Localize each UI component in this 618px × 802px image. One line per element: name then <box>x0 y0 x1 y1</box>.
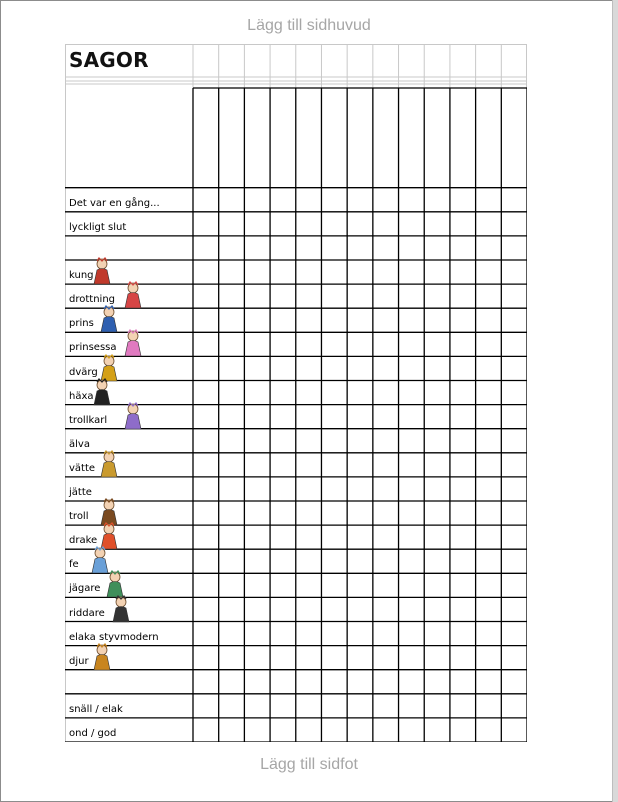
row-label: prins <box>69 318 94 330</box>
row-label: vätte <box>69 462 96 474</box>
row-label: trollkarl <box>69 414 108 426</box>
knight-icon <box>108 595 134 623</box>
row-label: drake <box>69 535 98 547</box>
row-label: älva <box>69 438 90 450</box>
elf-icon <box>96 450 122 478</box>
sheet-title: SAGOR <box>69 48 149 72</box>
row-label: riddare <box>69 607 105 619</box>
row-label: fe <box>69 559 79 571</box>
lion-icon <box>89 643 115 671</box>
row-label: drottning <box>69 294 116 306</box>
wizard-icon <box>120 402 146 430</box>
row-label: ond / god <box>69 728 117 739</box>
row-label: lyckligt slut <box>69 221 127 233</box>
vertical-scrollbar[interactable] <box>612 0 618 802</box>
row-label: snäll / elak <box>69 703 123 715</box>
row-label: jätte <box>69 487 92 498</box>
row-label: elaka styvmodern <box>69 631 159 643</box>
row-label: jägare <box>69 583 101 595</box>
row-label: dvärg <box>69 366 98 378</box>
row-label: häxa <box>69 390 94 402</box>
king-icon <box>89 257 115 285</box>
row-label: Det var en gång... <box>69 197 160 209</box>
row-label: kung <box>69 270 94 282</box>
row-label: prinsessa <box>69 342 117 354</box>
add-header-placeholder[interactable]: Lägg till sidhuvud <box>247 17 371 34</box>
add-footer-placeholder[interactable]: Lägg till sidfot <box>260 756 358 773</box>
prince-icon <box>96 305 122 333</box>
princess-icon <box>120 329 146 357</box>
row-label: djur <box>69 655 89 667</box>
queen-icon <box>120 281 146 309</box>
witch-icon <box>89 378 115 406</box>
row-label: troll <box>69 511 89 523</box>
